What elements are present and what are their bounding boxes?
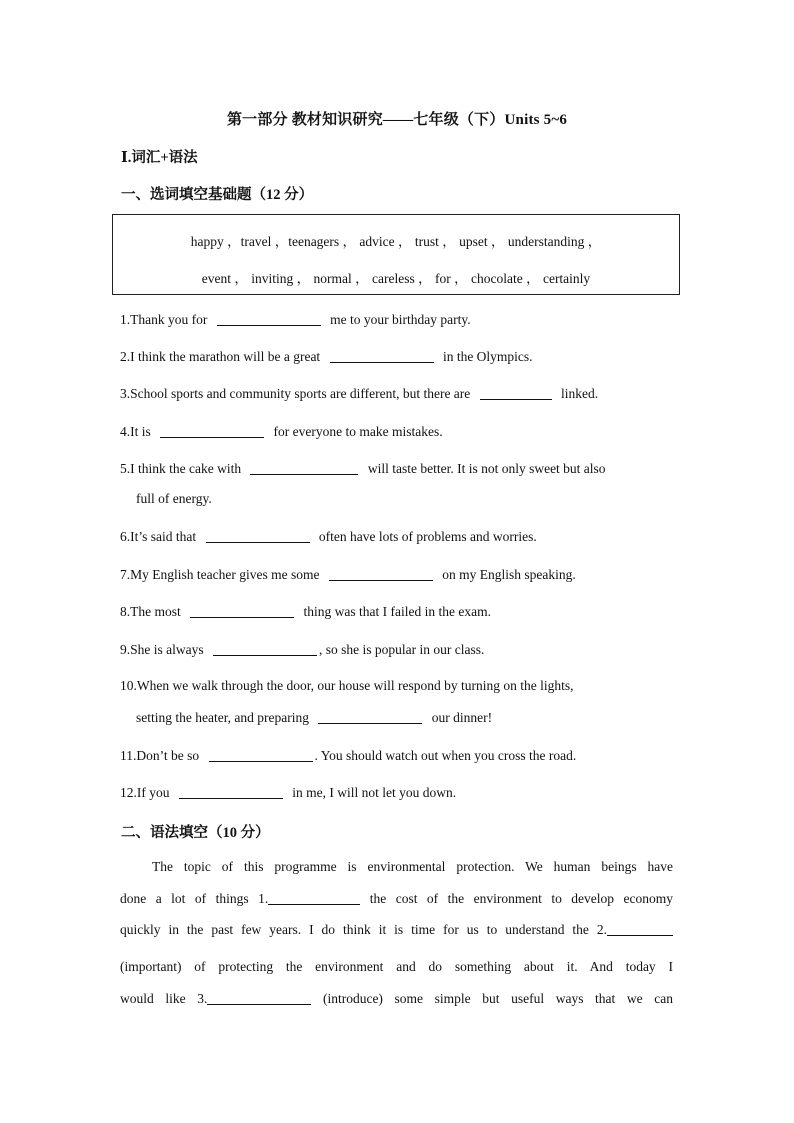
- passage-line-2: [120, 890, 673, 907]
- question-6-blank[interactable]: [206, 528, 310, 543]
- question-10-text-after: our dinner!: [431, 710, 493, 725]
- word-bank-line-2: event ， inviting ， normal ， careless ， for ， chocolate ， certainly: [201, 271, 591, 286]
- question-3-text-before: 3.School sports and community sports are different, but there are: [120, 386, 471, 401]
- passage-line-2-text-before: done a lot of things 1.: [120, 891, 269, 906]
- passage-line-2-text-after: the cost of the environment to develop economy: [369, 891, 673, 906]
- passage-line-1: The topic of this programme is environmental protection. We human beings have: [152, 859, 673, 874]
- question-6-text-before: 6.It’s said that: [120, 529, 197, 544]
- question-10: [120, 678, 680, 694]
- question-11-text-after: . You should watch out when you cross the road.: [314, 748, 577, 763]
- question-7-blank[interactable]: [329, 566, 433, 581]
- passage-line-3-text: quickly in the past few years. I do think it is time for us to understand the 2.: [120, 922, 607, 937]
- question-9-text-after: , so she is popular in our class.: [319, 642, 485, 657]
- question-11-blank[interactable]: [209, 747, 313, 762]
- question-12: [120, 784, 680, 801]
- question-8-blank[interactable]: [190, 603, 294, 618]
- question-2-blank[interactable]: [330, 348, 434, 363]
- question-12-text-after: in me, I will not let you down.: [292, 785, 457, 800]
- question-6: [120, 528, 680, 545]
- passage-line-4: (important) of protecting the environment and do something about it. And today I: [120, 959, 673, 974]
- section2-heading: 二、语法填空（10 分）: [121, 825, 270, 841]
- question-2-text-after: in the Olympics.: [442, 349, 533, 364]
- question-5: [120, 460, 680, 477]
- section1-heading: 一、选词填空基础题（12 分）: [121, 187, 314, 203]
- question-12-text-before: 12.If you: [120, 785, 170, 800]
- question-4-text-after: for everyone to make mistakes.: [273, 424, 443, 439]
- question-2: [120, 348, 680, 365]
- question-12-blank[interactable]: [179, 784, 283, 799]
- passage-line-5-text-before: would like 3.: [120, 991, 208, 1006]
- question-1-text-before: 1.Thank you for: [120, 312, 208, 327]
- question-5-blank[interactable]: [250, 460, 358, 475]
- passage-blank-1[interactable]: [268, 890, 360, 905]
- question-9: [120, 641, 680, 658]
- question-11: [120, 747, 680, 764]
- question-2-text-before: 2.I think the marathon will be a great: [120, 349, 321, 364]
- passage-line-3: [120, 921, 673, 938]
- question-9-text-before: 9.She is always: [120, 642, 204, 657]
- passage-line-5: [120, 990, 673, 1007]
- passage-blank-3[interactable]: [207, 990, 311, 1005]
- question-3-blank[interactable]: [480, 385, 552, 400]
- question-7-text-after: on my English speaking.: [442, 567, 576, 582]
- question-3-text-after: linked.: [561, 386, 599, 401]
- question-1-blank[interactable]: [217, 311, 321, 326]
- page-title: 第一部分 教材知识研究——七年级（下）Units 5~6: [226, 112, 568, 128]
- question-10-text: 10.When we walk through the door, our house will respond by turning on the lights,: [120, 678, 574, 693]
- question-8-text-before: 8.The most: [120, 604, 181, 619]
- passage-blank-2[interactable]: [607, 921, 673, 936]
- question-7-text-before: 7.My English teacher gives me some: [120, 567, 320, 582]
- question-7: [120, 566, 680, 583]
- question-9-blank[interactable]: [213, 641, 317, 656]
- question-5-text-before: 5.I think the cake with: [120, 461, 242, 476]
- question-10-blank[interactable]: [318, 709, 422, 724]
- word-bank-line-1: happy ，travel ，teenagers ， advice ， trust ， upset ， understanding ，: [190, 234, 602, 249]
- question-10-continuation: [136, 709, 492, 726]
- question-4-text-before: 4.It is: [120, 424, 151, 439]
- question-5-text-after: will taste better. It is not only sweet but also: [367, 461, 606, 476]
- question-4-blank[interactable]: [160, 423, 264, 438]
- part-heading: Ⅰ.词汇+语法: [121, 150, 198, 166]
- question-1: [120, 311, 680, 328]
- question-1-text-after: me to your birthday party.: [330, 312, 471, 327]
- question-5-continuation: full of energy.: [136, 491, 212, 506]
- question-6-text-after: often have lots of problems and worries.: [318, 529, 537, 544]
- question-8-text-after: thing was that I failed in the exam.: [303, 604, 491, 619]
- question-10-text-before: setting the heater, and preparing: [136, 710, 310, 725]
- passage-line-5-text-after: (introduce) some simple but useful ways that we can: [322, 991, 673, 1006]
- question-4: [120, 423, 680, 440]
- word-bank-box: [112, 214, 680, 295]
- question-8: [120, 603, 680, 620]
- question-3: [120, 385, 680, 402]
- question-11-text-before: 11.Don’t be so: [120, 748, 200, 763]
